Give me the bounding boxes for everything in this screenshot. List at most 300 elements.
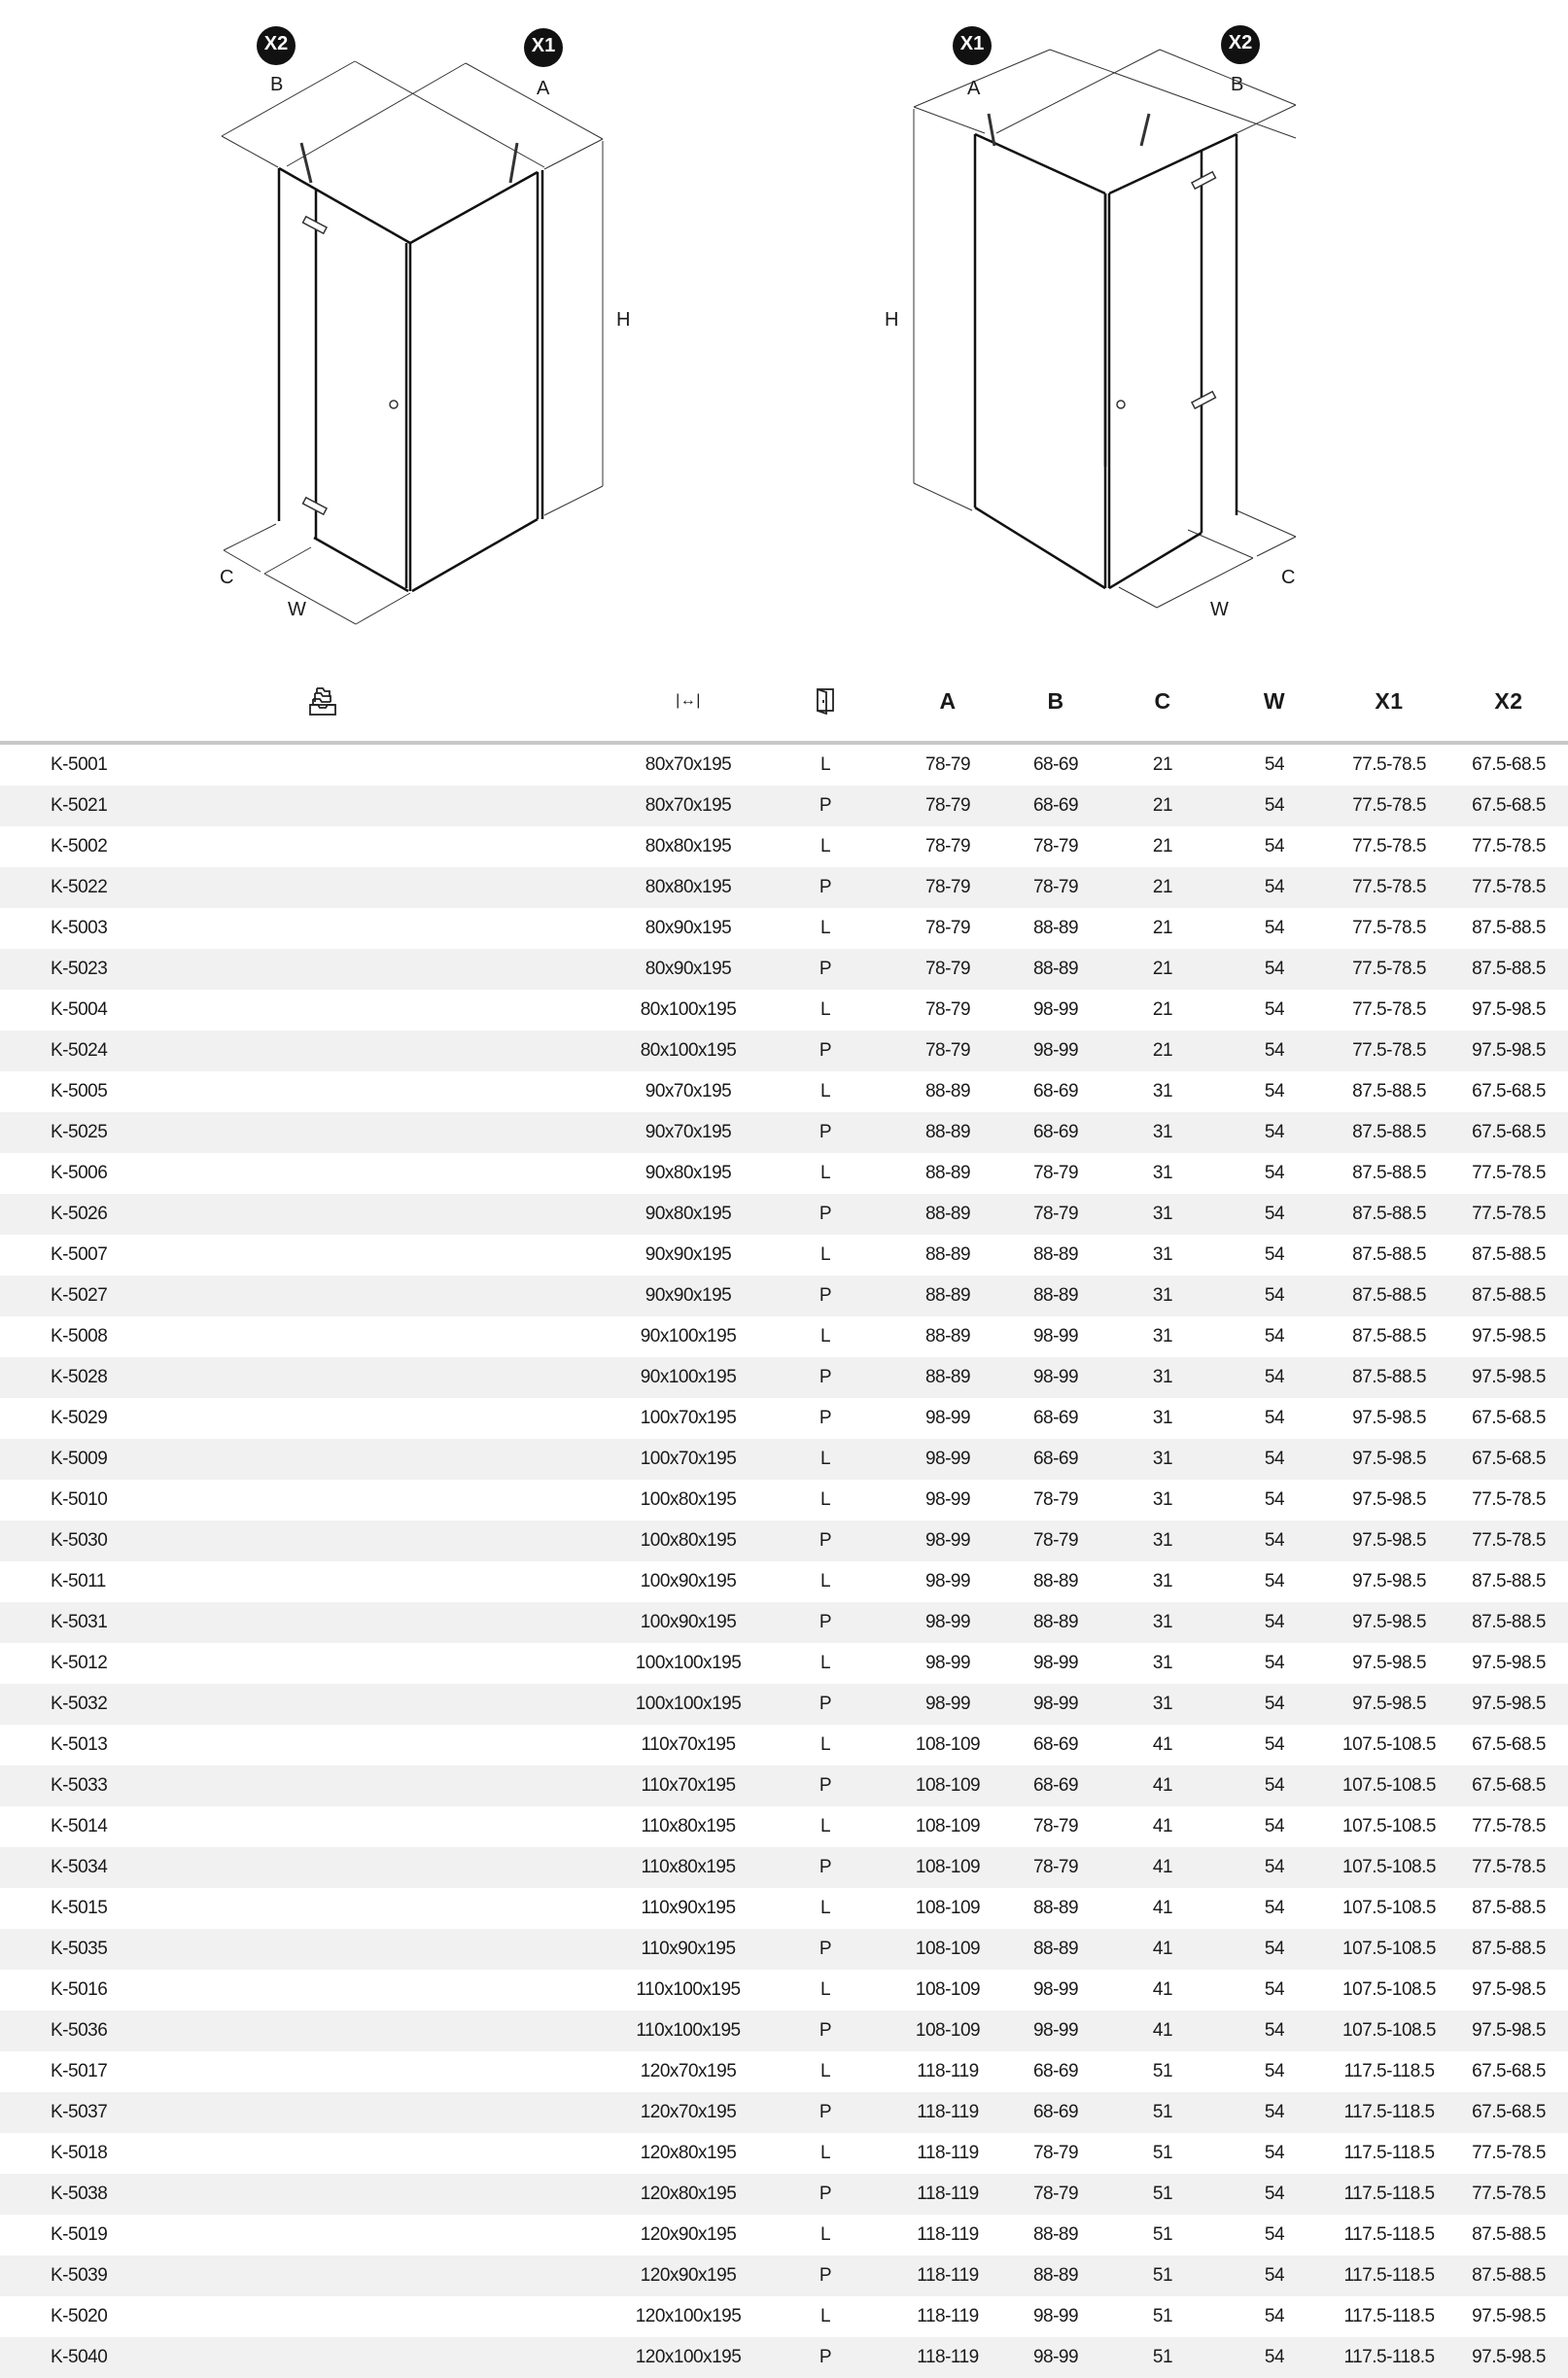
value-b: 68-69 <box>1032 2061 1079 2081</box>
value-x1: 117.5-118.5 <box>1343 2102 1435 2122</box>
value-x2: 77.5-78.5 <box>1472 1530 1546 1551</box>
value-b: 98-99 <box>1032 2347 1079 2367</box>
value-b: 78-79 <box>1032 2143 1079 2163</box>
value-c: 31 <box>1152 1081 1173 1102</box>
value-w: 54 <box>1264 2184 1285 2204</box>
size: 120x90x195 <box>640 2224 737 2245</box>
right-badge-x1-label: X1 <box>959 33 985 54</box>
product-code: K-5019 <box>51 2224 108 2245</box>
value-b: 88-89 <box>1032 1244 1079 1265</box>
value-w: 54 <box>1264 1081 1285 1102</box>
value-x2: 97.5-98.5 <box>1472 2347 1546 2367</box>
value-x2: 97.5-98.5 <box>1472 2306 1546 2326</box>
value-x1: 87.5-88.5 <box>1352 1081 1426 1102</box>
product-code: K-5004 <box>51 999 108 1020</box>
value-x1: 107.5-108.5 <box>1342 1898 1436 1918</box>
value-w: 54 <box>1264 1979 1285 2000</box>
size: 80x90x195 <box>645 918 732 938</box>
size: 120x70x195 <box>640 2102 737 2122</box>
value-c: 41 <box>1152 1775 1173 1796</box>
table-row <box>0 2337 1568 2378</box>
size: 100x100x195 <box>635 1653 742 1673</box>
size: 80x100x195 <box>640 999 737 1020</box>
product-code: K-5035 <box>51 1939 108 1959</box>
value-x2: 97.5-98.5 <box>1472 1694 1546 1714</box>
door-side: P <box>819 2347 832 2367</box>
value-x2: 77.5-78.5 <box>1472 1163 1546 1183</box>
value-a: 78-79 <box>924 877 971 897</box>
value-w: 54 <box>1264 1530 1285 1551</box>
value-w: 54 <box>1264 1816 1285 1836</box>
size: 120x100x195 <box>635 2306 742 2326</box>
value-x1: 117.5-118.5 <box>1343 2265 1435 2286</box>
value-x2: 67.5-68.5 <box>1472 754 1546 775</box>
table-row <box>0 1602 1568 1643</box>
value-b: 78-79 <box>1032 836 1079 857</box>
value-b: 78-79 <box>1032 2184 1079 2204</box>
table-row <box>0 1766 1568 1806</box>
value-x1: 107.5-108.5 <box>1342 1857 1436 1877</box>
value-b: 98-99 <box>1032 1040 1079 1061</box>
value-c: 31 <box>1152 1367 1173 1387</box>
door-side: P <box>819 959 832 979</box>
table-row <box>0 2215 1568 2256</box>
value-x1: 87.5-88.5 <box>1352 1367 1426 1387</box>
size: 120x90x195 <box>640 2265 737 2286</box>
value-a: 108-109 <box>915 1898 981 1918</box>
size: 90x90x195 <box>645 1285 732 1306</box>
value-c: 41 <box>1152 1898 1173 1918</box>
size: 100x90x195 <box>640 1612 737 1632</box>
product-code: K-5010 <box>51 1489 108 1510</box>
value-x1: 117.5-118.5 <box>1343 2143 1435 2163</box>
value-c: 51 <box>1152 2224 1173 2245</box>
size: 90x100x195 <box>640 1326 737 1346</box>
size: 90x90x195 <box>645 1244 732 1265</box>
door-side: P <box>819 2102 832 2122</box>
value-w: 54 <box>1264 1449 1285 1469</box>
product-code: K-5005 <box>51 1081 108 1102</box>
value-a: 88-89 <box>924 1204 971 1224</box>
size: 110x90x195 <box>641 1898 736 1918</box>
table-row <box>0 867 1568 908</box>
door-side: P <box>819 1204 832 1224</box>
value-a: 118-119 <box>917 2184 979 2204</box>
value-b: 68-69 <box>1032 1122 1079 1142</box>
value-x2: 67.5-68.5 <box>1472 1734 1546 1755</box>
value-c: 31 <box>1152 1612 1173 1632</box>
value-a: 118-119 <box>917 2061 979 2081</box>
value-w: 54 <box>1264 1734 1285 1755</box>
door-side: L <box>819 2306 831 2326</box>
size: 80x80x195 <box>645 836 732 857</box>
table-row <box>0 1071 1568 1112</box>
value-b: 88-89 <box>1032 918 1079 938</box>
value-b: 98-99 <box>1032 1653 1079 1673</box>
value-w: 54 <box>1264 2224 1285 2245</box>
value-x2: 77.5-78.5 <box>1472 2143 1546 2163</box>
value-b: 78-79 <box>1032 1204 1079 1224</box>
value-x2: 87.5-88.5 <box>1472 1244 1546 1265</box>
value-x1: 77.5-78.5 <box>1352 795 1426 816</box>
table-row <box>0 2256 1568 2296</box>
value-a: 108-109 <box>915 1734 981 1755</box>
size: 110x100x195 <box>636 1979 741 2000</box>
value-c: 51 <box>1152 2347 1173 2367</box>
table-row <box>0 745 1568 786</box>
value-c: 31 <box>1152 1571 1173 1591</box>
size: 100x100x195 <box>635 1694 742 1714</box>
value-c: 41 <box>1152 1734 1173 1755</box>
product-code: K-5007 <box>51 1244 108 1265</box>
value-x1: 77.5-78.5 <box>1352 918 1426 938</box>
value-x1: 87.5-88.5 <box>1352 1122 1426 1142</box>
value-w: 54 <box>1264 999 1285 1020</box>
size: 110x70x195 <box>641 1775 736 1796</box>
value-b: 98-99 <box>1032 2306 1079 2326</box>
value-b: 68-69 <box>1032 1408 1079 1428</box>
value-w: 54 <box>1264 1571 1285 1591</box>
value-x2: 97.5-98.5 <box>1472 1326 1546 1346</box>
table-row <box>0 1684 1568 1725</box>
value-c: 21 <box>1152 959 1173 979</box>
product-code: K-5023 <box>51 959 108 979</box>
value-x1: 77.5-78.5 <box>1352 959 1426 979</box>
table-row <box>0 1316 1568 1357</box>
door-side: L <box>819 1081 831 1102</box>
value-c: 51 <box>1152 2102 1173 2122</box>
value-x2: 97.5-98.5 <box>1472 1653 1546 1673</box>
value-w: 54 <box>1264 1489 1285 1510</box>
value-a: 108-109 <box>915 1816 981 1836</box>
value-a: 118-119 <box>917 2143 979 2163</box>
table-row <box>0 1847 1568 1888</box>
product-code: K-5025 <box>51 1122 108 1142</box>
product-code: K-5018 <box>51 2143 108 2163</box>
value-w: 54 <box>1264 1122 1285 1142</box>
size: 80x80x195 <box>645 877 732 897</box>
value-w: 54 <box>1264 2020 1285 2041</box>
value-b: 88-89 <box>1032 959 1079 979</box>
size: 80x70x195 <box>645 754 732 775</box>
value-x2: 67.5-68.5 <box>1472 1081 1546 1102</box>
value-b: 98-99 <box>1032 2020 1079 2041</box>
header-x2: X2 <box>1494 687 1523 714</box>
product-code: K-5038 <box>51 2184 108 2204</box>
value-b: 88-89 <box>1032 1612 1079 1632</box>
table-row <box>0 1970 1568 2011</box>
table-row <box>0 1153 1568 1194</box>
product-code: K-5026 <box>51 1204 108 1224</box>
door-side: P <box>819 1530 832 1551</box>
size: 90x70x195 <box>645 1122 732 1142</box>
value-b: 88-89 <box>1032 1898 1079 1918</box>
product-code: K-5021 <box>51 795 108 816</box>
product-code: K-5036 <box>51 2020 108 2041</box>
table-row <box>0 2174 1568 2215</box>
value-x2: 87.5-88.5 <box>1472 2265 1546 2286</box>
door-side: L <box>819 1898 831 1918</box>
value-a: 88-89 <box>924 1244 971 1265</box>
door-side: L <box>819 2143 831 2163</box>
size: 100x70x195 <box>640 1449 737 1469</box>
product-code: K-5027 <box>51 1285 108 1306</box>
value-w: 54 <box>1264 2143 1285 2163</box>
value-c: 21 <box>1152 836 1173 857</box>
value-a: 118-119 <box>917 2347 979 2367</box>
value-b: 68-69 <box>1032 1734 1079 1755</box>
value-a: 88-89 <box>924 1285 971 1306</box>
size: 100x80x195 <box>640 1489 737 1510</box>
value-w: 54 <box>1264 1694 1285 1714</box>
value-w: 54 <box>1264 1408 1285 1428</box>
door-side: P <box>819 2265 832 2286</box>
door-side: P <box>819 1694 832 1714</box>
value-w: 54 <box>1264 1612 1285 1632</box>
value-x1: 107.5-108.5 <box>1342 1775 1436 1796</box>
door-side: P <box>819 1367 832 1387</box>
left-dim-a: A <box>537 78 550 99</box>
value-b: 98-99 <box>1032 1367 1079 1387</box>
value-x2: 87.5-88.5 <box>1472 918 1546 938</box>
value-w: 54 <box>1264 1163 1285 1183</box>
value-c: 21 <box>1152 918 1173 938</box>
door-side: P <box>819 1939 832 1959</box>
value-a: 88-89 <box>924 1122 971 1142</box>
value-a: 78-79 <box>924 795 971 816</box>
value-x1: 107.5-108.5 <box>1342 1734 1436 1755</box>
value-w: 54 <box>1264 1244 1285 1265</box>
product-code: K-5022 <box>51 877 108 897</box>
table-row <box>0 1112 1568 1153</box>
table-row <box>0 1031 1568 1071</box>
value-x1: 117.5-118.5 <box>1343 2306 1435 2326</box>
right-dim-a: A <box>967 78 981 99</box>
size: 110x100x195 <box>636 2020 741 2041</box>
door-side: L <box>819 999 831 1020</box>
value-x1: 97.5-98.5 <box>1352 1408 1426 1428</box>
table-row <box>0 908 1568 949</box>
value-a: 118-119 <box>917 2102 979 2122</box>
value-x1: 87.5-88.5 <box>1352 1163 1426 1183</box>
value-x1: 87.5-88.5 <box>1352 1204 1426 1224</box>
door-side: P <box>819 2020 832 2041</box>
value-b: 98-99 <box>1032 999 1079 1020</box>
table-row <box>0 1806 1568 1847</box>
value-c: 41 <box>1152 1979 1173 2000</box>
value-a: 88-89 <box>924 1163 971 1183</box>
value-x2: 77.5-78.5 <box>1472 1816 1546 1836</box>
value-w: 54 <box>1264 1204 1285 1224</box>
table-row <box>0 1194 1568 1235</box>
value-c: 51 <box>1152 2143 1173 2163</box>
value-x2: 77.5-78.5 <box>1472 2184 1546 2204</box>
value-a: 98-99 <box>924 1612 971 1632</box>
table-row <box>0 2092 1568 2133</box>
right-badge-x2-label: X2 <box>1228 32 1253 53</box>
left-badge-x1-label: X1 <box>531 35 556 56</box>
table-row <box>0 826 1568 867</box>
product-code: K-5016 <box>51 1979 108 2000</box>
value-c: 41 <box>1152 2020 1173 2041</box>
product-code: K-5015 <box>51 1898 108 1918</box>
value-c: 21 <box>1152 1040 1173 1061</box>
value-a: 118-119 <box>917 2265 979 2286</box>
door-icon <box>816 661 835 741</box>
door-side: L <box>819 1326 831 1346</box>
value-x1: 87.5-88.5 <box>1352 1244 1426 1265</box>
value-b: 88-89 <box>1032 2224 1079 2245</box>
value-x2: 97.5-98.5 <box>1472 1979 1546 2000</box>
product-code: K-5034 <box>51 1857 108 1877</box>
value-x1: 117.5-118.5 <box>1343 2184 1435 2204</box>
value-a: 88-89 <box>924 1367 971 1387</box>
value-w: 54 <box>1264 959 1285 979</box>
table-row <box>0 1480 1568 1521</box>
value-c: 31 <box>1152 1204 1173 1224</box>
value-a: 98-99 <box>924 1489 971 1510</box>
value-b: 68-69 <box>1032 754 1079 775</box>
value-c: 31 <box>1152 1530 1173 1551</box>
door-side: L <box>819 918 831 938</box>
value-x1: 87.5-88.5 <box>1352 1285 1426 1306</box>
product-code: K-5031 <box>51 1612 108 1632</box>
value-w: 54 <box>1264 877 1285 897</box>
value-c: 51 <box>1152 2265 1173 2286</box>
value-b: 68-69 <box>1032 2102 1079 2122</box>
value-b: 88-89 <box>1032 1939 1079 1959</box>
table-row <box>0 990 1568 1031</box>
value-a: 108-109 <box>915 1979 981 2000</box>
shower-drawing-right <box>790 0 1568 661</box>
product-code: K-5032 <box>51 1694 108 1714</box>
value-b: 98-99 <box>1032 1326 1079 1346</box>
door-side: P <box>819 1285 832 1306</box>
value-x2: 97.5-98.5 <box>1472 1367 1546 1387</box>
value-x1: 77.5-78.5 <box>1352 999 1426 1020</box>
value-c: 51 <box>1152 2061 1173 2081</box>
value-x1: 97.5-98.5 <box>1352 1571 1426 1591</box>
size: 90x80x195 <box>645 1204 732 1224</box>
value-a: 108-109 <box>915 1939 981 1959</box>
product-code: K-5013 <box>51 1734 108 1755</box>
table-row <box>0 1276 1568 1316</box>
size: 110x80x195 <box>641 1857 736 1877</box>
right-dim-b: B <box>1231 74 1244 95</box>
door-side: P <box>819 2184 832 2204</box>
technical-drawings <box>0 0 1568 661</box>
size: 100x80x195 <box>640 1530 737 1551</box>
product-code: K-5014 <box>51 1816 108 1836</box>
archive-tray-icon <box>308 661 337 741</box>
value-a: 88-89 <box>924 1326 971 1346</box>
door-side: L <box>819 1816 831 1836</box>
size: 90x80x195 <box>645 1163 732 1183</box>
value-c: 31 <box>1152 1653 1173 1673</box>
door-side: L <box>819 1489 831 1510</box>
value-x1: 117.5-118.5 <box>1343 2224 1435 2245</box>
value-b: 78-79 <box>1032 877 1079 897</box>
value-c: 21 <box>1152 795 1173 816</box>
value-w: 54 <box>1264 2102 1285 2122</box>
value-a: 108-109 <box>915 2020 981 2041</box>
product-code: K-5012 <box>51 1653 108 1673</box>
product-code: K-5033 <box>51 1775 108 1796</box>
door-side: L <box>819 1449 831 1469</box>
value-x1: 97.5-98.5 <box>1352 1449 1426 1469</box>
door-side: L <box>819 1979 831 2000</box>
header-a: A <box>939 687 957 714</box>
value-x2: 77.5-78.5 <box>1472 877 1546 897</box>
value-a: 78-79 <box>924 754 971 775</box>
size: 80x100x195 <box>640 1040 737 1061</box>
value-x2: 67.5-68.5 <box>1472 795 1546 816</box>
value-x2: 67.5-68.5 <box>1472 1449 1546 1469</box>
value-x2: 67.5-68.5 <box>1472 1775 1546 1796</box>
size: 90x100x195 <box>640 1367 737 1387</box>
value-w: 54 <box>1264 1367 1285 1387</box>
value-a: 98-99 <box>924 1694 971 1714</box>
value-x1: 87.5-88.5 <box>1352 1326 1426 1346</box>
value-x2: 67.5-68.5 <box>1472 2061 1546 2081</box>
left-dim-h: H <box>616 309 631 331</box>
left-dim-c: C <box>220 567 234 588</box>
table-row <box>0 1357 1568 1398</box>
value-x1: 117.5-118.5 <box>1343 2347 1435 2367</box>
value-x2: 87.5-88.5 <box>1472 1898 1546 1918</box>
product-code: K-5011 <box>51 1571 106 1591</box>
value-a: 98-99 <box>924 1653 971 1673</box>
value-x1: 77.5-78.5 <box>1352 1040 1426 1061</box>
value-x1: 107.5-108.5 <box>1342 2020 1436 2041</box>
size: 100x70x195 <box>640 1408 737 1428</box>
value-a: 88-89 <box>924 1081 971 1102</box>
product-code: K-5037 <box>51 2102 108 2122</box>
door-side: P <box>819 1775 832 1796</box>
value-w: 54 <box>1264 836 1285 857</box>
product-code: K-5002 <box>51 836 108 857</box>
value-x2: 97.5-98.5 <box>1472 2020 1546 2041</box>
door-side: P <box>819 1408 832 1428</box>
shower-drawing-left <box>0 0 778 661</box>
size: 120x80x195 <box>640 2184 737 2204</box>
table-row <box>0 1929 1568 1970</box>
value-b: 68-69 <box>1032 1081 1079 1102</box>
product-code: K-5001 <box>51 754 108 775</box>
value-x2: 67.5-68.5 <box>1472 1408 1546 1428</box>
door-side: P <box>819 1040 832 1061</box>
value-b: 78-79 <box>1032 1489 1079 1510</box>
value-x2: 87.5-88.5 <box>1472 1571 1546 1591</box>
value-c: 21 <box>1152 754 1173 775</box>
header-c: C <box>1154 687 1171 714</box>
door-side: L <box>819 1163 831 1183</box>
door-side: L <box>819 2061 831 2081</box>
value-x1: 77.5-78.5 <box>1352 877 1426 897</box>
value-x2: 97.5-98.5 <box>1472 1040 1546 1061</box>
table-row <box>0 1888 1568 1929</box>
table-row <box>0 1643 1568 1684</box>
product-code: K-5008 <box>51 1326 108 1346</box>
left-dim-w: W <box>288 599 306 620</box>
right-dim-c: C <box>1281 567 1296 588</box>
size: 110x70x195 <box>641 1734 736 1755</box>
value-b: 88-89 <box>1032 1571 1079 1591</box>
value-a: 78-79 <box>924 918 971 938</box>
table-row <box>0 1561 1568 1602</box>
value-x2: 67.5-68.5 <box>1472 1122 1546 1142</box>
table-row <box>0 2011 1568 2051</box>
